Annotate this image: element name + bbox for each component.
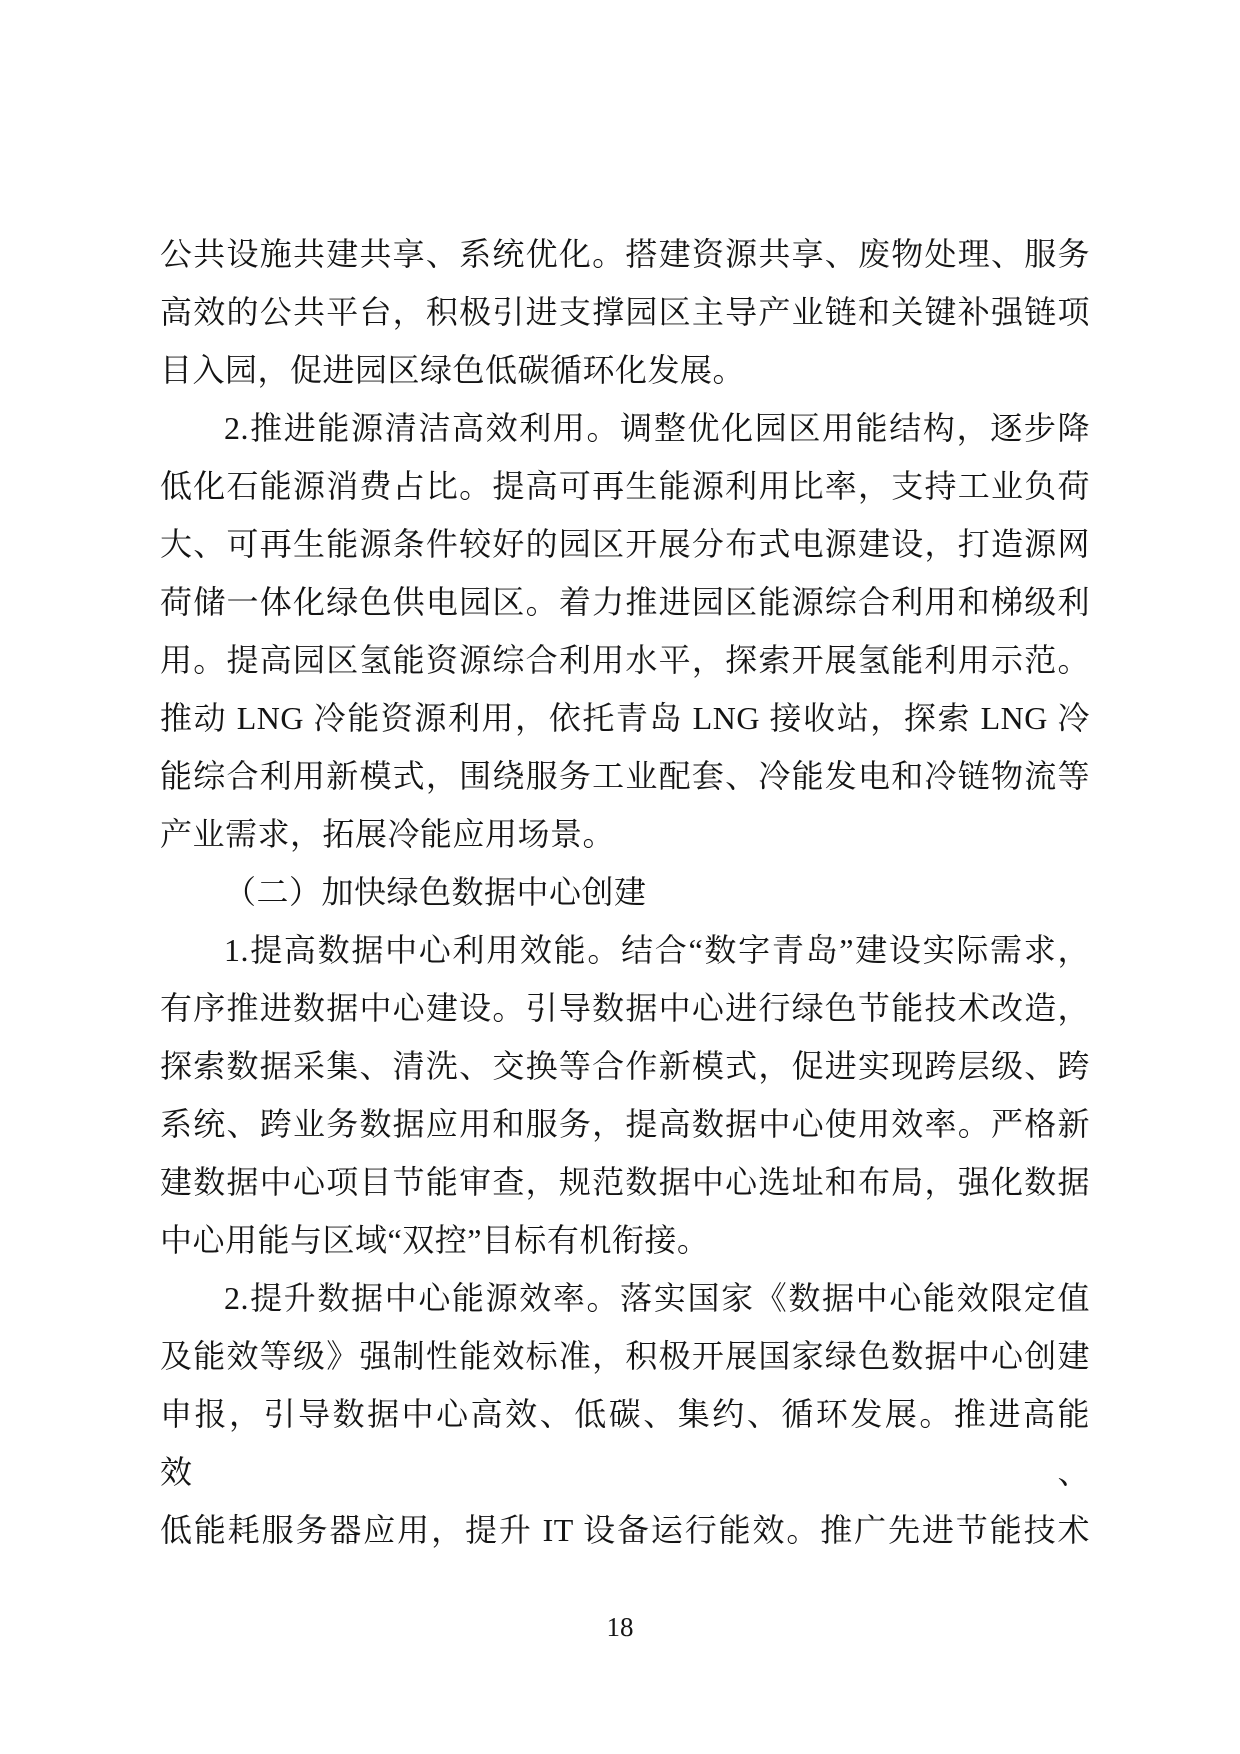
section-heading-green-data-center xyxy=(160,863,1090,921)
text-line: 申报，引导数据中心高效、低碳、集约、循环发展。推进高能效、 xyxy=(160,1396,1090,1490)
document-body xyxy=(160,225,1090,1559)
text-line: 及能效等级》强制性能效标准，积极开展国家绿色数据中心创建 xyxy=(160,1338,1090,1374)
text-line: 产业需求，拓展冷能应用场景。 xyxy=(160,816,616,852)
paragraph-data-center-efficiency xyxy=(160,921,1090,1269)
text-line: 2.提升数据中心能源效率。落实国家《数据中心能效限定值 xyxy=(224,1280,1090,1316)
text-line: 目入园，促进园区绿色低碳循环化发展。 xyxy=(160,352,746,388)
text-line: 荷储一体化绿色供电园区。着力推进园区能源综合利用和梯级利 xyxy=(160,584,1090,620)
text-line: 能综合利用新模式，围绕服务工业配套、冷能发电和冷链物流等 xyxy=(160,758,1090,794)
text-line: 探索数据采集、清洗、交换等合作新模式，促进实现跨层级、跨 xyxy=(160,1048,1090,1084)
text-line: 2.推进能源清洁高效利用。调整优化园区用能结构，逐步降 xyxy=(224,410,1090,446)
text-line: 推动 LNG 冷能资源利用，依托青岛 LNG 接收站，探索 LNG 冷 xyxy=(160,700,1090,736)
text-line: 用。提高园区氢能资源综合利用水平，探索开展氢能利用示范。 xyxy=(160,642,1090,678)
paragraph-data-center-energy xyxy=(160,1269,1090,1559)
text-line: 低化石能源消费占比。提高可再生能源利用比率，支持工业负荷 xyxy=(160,468,1090,504)
text-line: 公共设施共建共享、系统优化。搭建资源共享、废物处理、服务 xyxy=(160,236,1090,272)
text-line: 低能耗服务器应用，提升 IT 设备运行能效。推广先进节能技术 xyxy=(160,1512,1090,1548)
page-footer xyxy=(0,1612,1240,1643)
paragraph-energy-clean-use xyxy=(160,399,1090,863)
text-line: 中心用能与区域“双控”目标有机衔接。 xyxy=(160,1222,710,1258)
paragraph-continued xyxy=(160,225,1090,399)
text-line: 有序推进数据中心建设。引导数据中心进行绿色节能技术改造， xyxy=(160,990,1090,1026)
text-line: 1.提高数据中心利用效能。结合“数字青岛”建设实际需求， xyxy=(224,932,1090,968)
page-number: 18 xyxy=(606,1612,634,1642)
text-line: 建数据中心项目节能审查，规范数据中心选址和布局，强化数据 xyxy=(160,1164,1090,1200)
text-line: 大、可再生能源条件较好的园区开展分布式电源建设，打造源网 xyxy=(160,526,1090,562)
text-line: 高效的公共平台，积极引进支撑园区主导产业链和关键补强链项 xyxy=(160,294,1090,330)
text-line: 系统、跨业务数据应用和服务，提高数据中心使用效率。严格新 xyxy=(160,1106,1090,1142)
section-heading-line: （二）加快绿色数据中心创建 xyxy=(224,874,647,910)
